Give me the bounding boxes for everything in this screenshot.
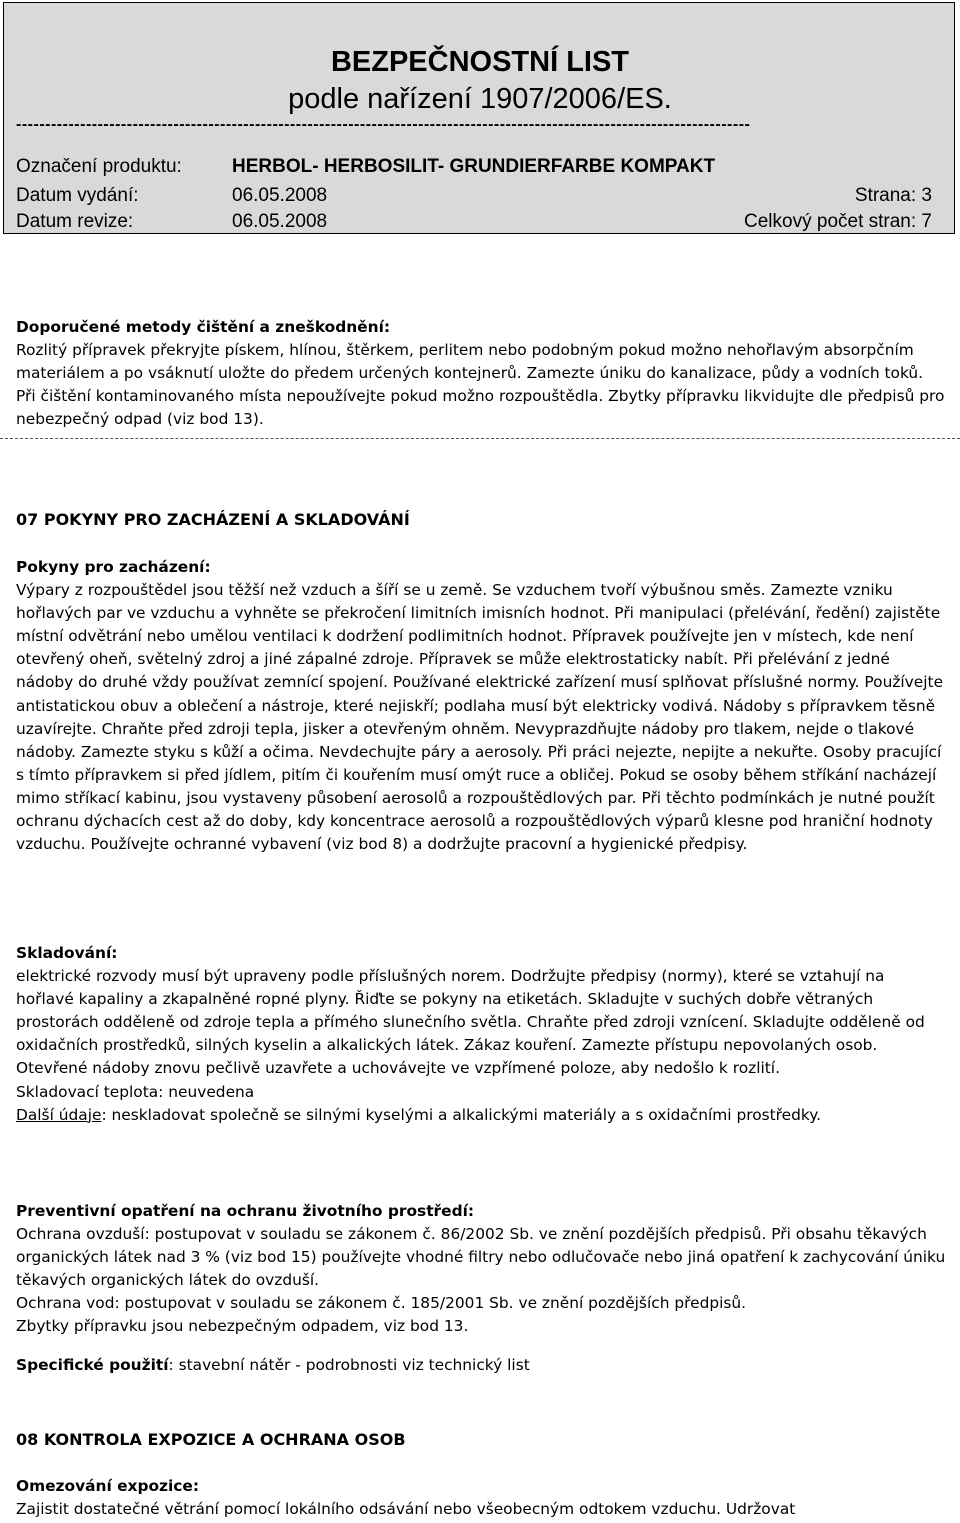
- document-title: BEZPEČNOSTNÍ LIST: [330, 46, 630, 78]
- cleanup-heading: Doporučené metody čištění a zneškodnění:: [16, 318, 391, 336]
- specific-use-text: : stavební nátěr - podrobnosti viz technický list: [168, 1356, 530, 1374]
- other-info-text: : neskladovat společně se silnými kyselými a alkalickými materiály a s oxidačními prostředky.: [101, 1105, 822, 1124]
- header-dash-line: ------------------------------------------------------------------------------------------------------------------------------: [16, 118, 751, 132]
- environment-heading: Preventivní opatření na ochranu životního prostředí:: [16, 1202, 475, 1220]
- exposure-heading: Omezování expozice:: [16, 1477, 200, 1495]
- storage-heading: Skladování:: [16, 944, 118, 962]
- section-07-title: 07 POKYNY PRO ZACHÁZENÍ A SKLADOVÁNÍ: [16, 510, 410, 529]
- exposure-text: Zajistit dostatečné větrání pomocí lokálního odsávání nebo všeobecným odtokem vzduchu. Udržovat: [16, 1500, 796, 1519]
- air-protection-text: Ochrana ovzduší: postupovat v souladu se zákonem č. 86/2002 Sb. ve znění pozdějších předpisů. Při obsahu těkavých organických látek nad 3 % (viz bod 15) používejte vhodné filtry nebo odlučovače nebo jiná opatření k zachycování úniku těkavých organických látek do ovzduší.: [16, 1225, 946, 1290]
- document-subtitle: podle nařízení 1907/2006/ES.: [288, 83, 672, 115]
- storage-block: [16, 942, 946, 1127]
- exposure-block: [16, 1475, 946, 1521]
- section-separator: [0, 438, 960, 445]
- environment-block: [16, 1200, 946, 1339]
- specific-use-block: [16, 1354, 946, 1377]
- specific-use-label: Specifické použití: [16, 1356, 169, 1374]
- issue-date-value: 06.05.2008: [232, 185, 328, 206]
- page-number: Strana: 3: [854, 185, 932, 206]
- total-pages: Celkový počet stran: 7: [744, 211, 932, 232]
- water-protection-text: Ochrana vod: postupovat v souladu se zákonem č. 185/2001 Sb. ve znění pozdějších předpisů.: [16, 1294, 747, 1313]
- revision-date-value: 06.05.2008: [232, 211, 328, 232]
- waste-text: Zbytky přípravku jsou nebezpečným odpadem, viz bod 13.: [16, 1317, 469, 1336]
- cleanup-block: [16, 316, 946, 431]
- storage-temperature: Skladovací teplota: neuvedena: [16, 1082, 255, 1101]
- issue-date-label: Datum vydání:: [16, 185, 139, 206]
- storage-text: elektrické rozvody musí být upraveny podle příslušných norem. Dodržujte předpisy (normy), které se vztahují na hořlavé kapaliny a zkapalněné ropné plyny. Řiďte se pokyny na etiketách. Skladujte v suchých dobře větraných prostorách odděleně od zdroje tepla a přímého slunečního světla. Chraňte před zdroji vznícení. Skladujte odděleně od oxidačních prostředků, silných kyselin a alkalických látek. Zákaz kouření. Zamezte přístupu nepovolaných osob. Otevřené nádoby znovu pečlivě uzavřete a uchovávejte ve vzpřímené poloze, aby nedošlo k rozlití.: [16, 967, 925, 1078]
- section-08-title: 08 KONTROLA EXPOZICE A OCHRANA OSOB: [16, 1430, 406, 1449]
- other-info-label: Další údaje: [16, 1105, 102, 1124]
- cleanup-text: Rozlitý přípravek překryjte pískem, hlínou, štěrkem, perlitem nebo podobným pokud možno nehořlavým absorpčním materiálem a po vsáknutí uložte do předem určených kontejnerů. Zamezte úniku do kanalizace, půdy a vodních toků. Při čištění kontaminovaného místa nepoužívejte pokud možno rozpouštědla. Zbytky přípravku likvidujte dle předpisů pro nebezpečný odpad (viz bod 13).: [16, 341, 945, 429]
- handling-heading: Pokyny pro zacházení:: [16, 558, 211, 576]
- handling-text: Výpary z rozpouštědel jsou těžší než vzduch a šíří se u země. Se vzduchem tvoří výbušnou směs. Zamezte vzniku hořlavých par ve vzduchu a vyhněte se překročení limitních imisních hodnot. Při manipulaci (přelévání, ředění) zajistěte místní odvětrání nebo umělou ventilaci k dodržení podlimitních hodnot. Přípravek používejte jen v místech, kde není otevřený oheň, světelný zdroj a jiné zápalné zdroje. Přípravek se může elektrostaticky nabít. Při přelévání z jedné nádoby do druhé vždy používat zemnící spojení. Používané elektrické zařízení musí splňovat příslušné normy. Používejte antistatickou obuv a oblečení a nástroje, které nejiskří; podlaha musí být elektricky vodivá. Nádoby s přípravkem těsně uzavírejte. Chraňte před zdroji tepla, jisker a otevřeným ohněm. Nevyprazdňujte nádoby pro tlakem, nejde o tlakové nádoby. Zamezte styku s kůží a očima. Nevdechujte páry a aerosoly. Při práci nejezte, nepijte a nekuřte. Osoby pracující s tímto přípravkem si před jídlem, pitím či kouřením musí omýt ruce a obličej. Pokud se osoby během stříkání nacházejí mimo stříkací kabinu, jsou vystaveny působení aerosolů a rozpouštědlových par. Při těchto podmínkách je nutné použít ochranu dýchacích cest až do doby, kdy koncentrace aerosolů a rozpouštědlových výparů klesne pod hraniční hodnoty vzduchu. Používejte ochranné vybavení (viz bod 8) a dodržujte pracovní a hygienické předpisy.: [16, 581, 944, 854]
- other-info: [16, 1104, 946, 1127]
- handling-block: [16, 556, 946, 856]
- revision-date-label: Datum revize:: [16, 211, 134, 232]
- product-label: Označení produktu:: [16, 156, 182, 177]
- product-value: HERBOL- HERBOSILIT- GRUNDIERFARBE KOMPAKT: [232, 156, 716, 177]
